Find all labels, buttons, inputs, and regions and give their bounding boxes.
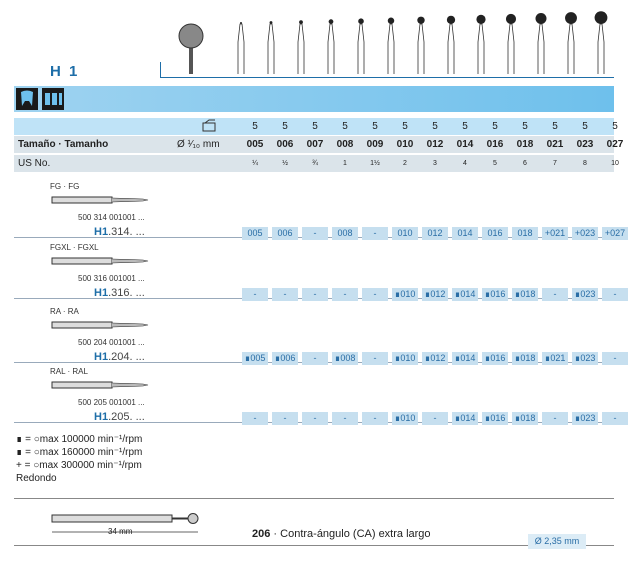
legend-item: ∎ = ○max 100000 min⁻¹/rpm	[16, 434, 143, 445]
table-cell: 5	[552, 121, 558, 132]
product-description: 206 · Contra-ángulo (CA) extra largo	[252, 528, 431, 540]
table-cell: 012	[426, 139, 444, 150]
bur-head	[329, 19, 334, 24]
size-row	[14, 136, 624, 153]
table-cell: 3	[433, 160, 437, 167]
teeth-icon	[42, 88, 64, 110]
reference-number: H1.204. ...	[94, 351, 145, 363]
availability-cell: ∎023	[572, 288, 598, 301]
availability-cell: ∎023	[572, 412, 598, 425]
product-title: H 1	[50, 63, 80, 80]
table-cell: 009	[366, 139, 384, 150]
availability-cell: ∎014	[452, 288, 478, 301]
bur-head	[299, 20, 303, 24]
availability-cell: ∎010	[392, 352, 418, 365]
availability-cell: 010	[392, 227, 418, 240]
availability-cell: +027	[602, 227, 628, 240]
table-cell: 5	[432, 121, 438, 132]
article-code: 500 204 001001 ...	[78, 338, 145, 347]
legend	[16, 433, 142, 485]
table-cell: 018	[516, 139, 534, 150]
availability-cell: ∎018	[512, 352, 538, 365]
availability-cell: -	[332, 412, 358, 425]
article-code: 500 314 001001 ...	[78, 213, 145, 222]
availability-cell: 005	[242, 227, 268, 240]
availability-cell: -	[302, 227, 328, 240]
availability-cell: 008	[332, 227, 358, 240]
section-name: RA · RA	[50, 307, 79, 316]
availability-cell: ∎014	[452, 412, 478, 425]
bur-head	[417, 17, 424, 24]
table-cell: 5	[582, 121, 588, 132]
availability-cell: ∎016	[482, 352, 508, 365]
availability-cell: -	[362, 288, 388, 301]
table-cell: 5	[402, 121, 408, 132]
availability-cell: -	[242, 288, 268, 301]
reference-number: H1.316. ...	[94, 287, 145, 299]
availability-cell: -	[242, 412, 268, 425]
table-cell: 6	[523, 160, 527, 167]
availability-cell: +021	[542, 227, 568, 240]
table-cell: 5	[492, 121, 498, 132]
availability-cell: ∎012	[422, 352, 448, 365]
availability-cell: -	[602, 412, 628, 425]
availability-cell: -	[602, 352, 628, 365]
table-cell: 4	[463, 160, 467, 167]
table-cell: ¾	[312, 160, 318, 167]
bur-head	[565, 12, 577, 24]
availability-cell: ∎006	[272, 352, 298, 365]
availability-cell: -	[362, 412, 388, 425]
availability-cell: ∎008	[332, 352, 358, 365]
legend-item: + = ○max 300000 min⁻¹/rpm	[16, 460, 142, 471]
availability-cell: -	[272, 412, 298, 425]
bur-head	[270, 21, 273, 24]
availability-cell: -	[272, 288, 298, 301]
bur-drawing	[48, 195, 158, 207]
availability-cell: 012	[422, 227, 448, 240]
table-cell: 2	[403, 160, 407, 167]
table-cell: 5	[372, 121, 378, 132]
availability-cell: -	[362, 227, 388, 240]
availability-cell: ∎010	[392, 412, 418, 425]
bur-drawing	[48, 380, 158, 392]
availability-cell: ∎010	[392, 288, 418, 301]
availability-cell: ∎016	[482, 288, 508, 301]
section-name: RAL · RAL	[50, 367, 88, 376]
availability-cell: 018	[512, 227, 538, 240]
availability-cell: -	[302, 412, 328, 425]
table-cell: 016	[486, 139, 504, 150]
table-cell: 5	[462, 121, 468, 132]
bur-head	[388, 18, 395, 25]
table-cell: 005	[246, 139, 264, 150]
availability-cell: -	[332, 288, 358, 301]
table-cell: 5	[312, 121, 318, 132]
availability-cell: -	[302, 288, 328, 301]
table-cell: 5	[493, 160, 497, 167]
bur-head	[240, 22, 242, 24]
article-code: 500 316 001001 ...	[78, 274, 145, 283]
availability-cell: ∎012	[422, 288, 448, 301]
section-name: FG · FG	[50, 182, 80, 191]
shank-row	[14, 118, 618, 135]
table-cell: 5	[282, 121, 288, 132]
availability-cell: -	[302, 352, 328, 365]
tooth-icon	[16, 88, 38, 110]
table-cell: ¼	[252, 160, 258, 167]
table-cell: 006	[276, 139, 294, 150]
availability-cell: -	[422, 412, 448, 425]
availability-cell: -	[542, 412, 568, 425]
availability-cell: -	[362, 352, 388, 365]
availability-cell: ∎018	[512, 412, 538, 425]
availability-cell: -	[542, 288, 568, 301]
table-cell: 5	[252, 121, 258, 132]
legend-item: Redondo	[16, 473, 57, 484]
us-row	[14, 155, 619, 172]
availability-cell: ∎023	[572, 352, 598, 365]
diameter-badge: Ø 2,35 mm	[528, 534, 586, 549]
availability-cell: ∎014	[452, 352, 478, 365]
table-cell: 1	[343, 160, 347, 167]
reference-number: H1.314. ...	[94, 226, 145, 238]
table-cell: 7	[553, 160, 557, 167]
availability-cell: 014	[452, 227, 478, 240]
bur-drawing	[48, 256, 158, 268]
availability-cell: ∎016	[482, 412, 508, 425]
table-cell: ½	[282, 160, 288, 167]
table-cell: 10	[611, 160, 619, 167]
bur-head	[595, 11, 608, 24]
bur-head	[476, 15, 485, 24]
table-cell: 5	[522, 121, 528, 132]
availability-cell: 006	[272, 227, 298, 240]
bur-head	[506, 14, 516, 24]
table-cell: 010	[396, 139, 414, 150]
table-cell: 5	[612, 121, 618, 132]
availability-cell: ∎021	[542, 352, 568, 365]
header-bracket	[160, 62, 614, 78]
availability-cell: ∎005	[242, 352, 268, 365]
availability-cell: 016	[482, 227, 508, 240]
us-label: US No.	[18, 158, 51, 169]
size-label: Tamaño · Tamanho	[18, 139, 109, 150]
length-scale: 34 mm	[108, 527, 133, 536]
legend-item: ∎ = ○max 160000 min⁻¹/rpm	[16, 447, 143, 458]
table-cell: 8	[583, 160, 587, 167]
section-name: FGXL · FGXL	[50, 243, 99, 252]
category-banner	[14, 86, 614, 112]
availability-cell: ∎018	[512, 288, 538, 301]
size-unit: Ø ¹⁄₁₀ mm	[177, 139, 220, 150]
bur-head	[447, 16, 455, 24]
table-cell: 027	[606, 139, 624, 150]
table-cell: 008	[336, 139, 354, 150]
bur-drawing	[48, 320, 158, 332]
article-code: 500 205 001001 ...	[78, 398, 145, 407]
table-cell: 1½	[370, 160, 380, 167]
table-cell: 007	[306, 139, 324, 150]
table-cell: 023	[576, 139, 594, 150]
bur-head	[358, 18, 364, 24]
availability-cell: +023	[572, 227, 598, 240]
availability-cell: -	[602, 288, 628, 301]
table-cell: 014	[456, 139, 474, 150]
reference-number: H1.205. ...	[94, 411, 145, 423]
table-cell: 021	[546, 139, 564, 150]
bur-head	[536, 13, 547, 24]
table-cell: 5	[342, 121, 348, 132]
